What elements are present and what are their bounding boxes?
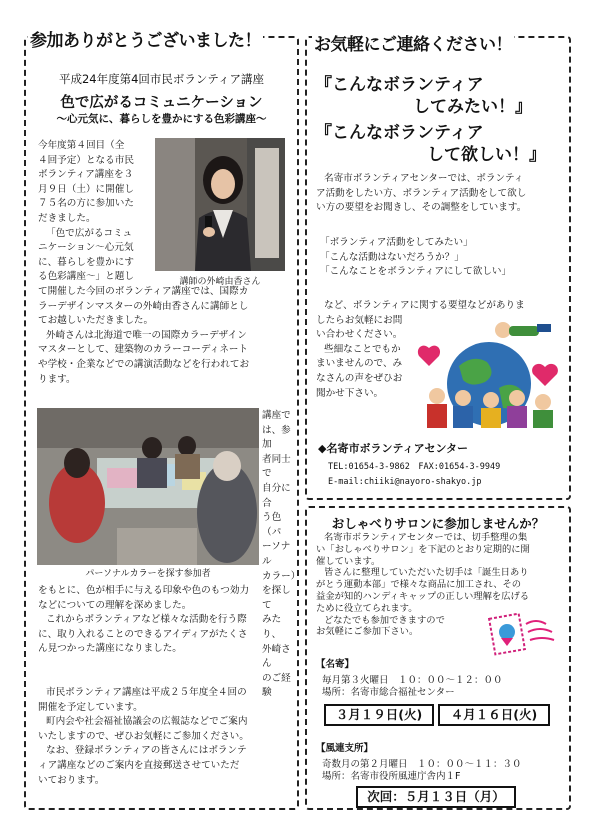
fuuren-label: 【風連支所】	[316, 743, 374, 754]
article-body-3	[38, 584, 288, 657]
text-line: ラーデザインマスターの外崎由香さんに講師とし	[38, 300, 249, 312]
globe-illustration	[413, 318, 565, 428]
article-body-4	[38, 686, 288, 788]
date-badge-1: ３月１９日(火)	[324, 704, 434, 726]
lecturer-image	[155, 138, 285, 271]
participants-photo	[37, 408, 259, 565]
text-line: 些細なことでもか	[324, 343, 401, 355]
text-line: まいませんので、み	[316, 358, 403, 370]
text-line: 今年度第４回目（全	[38, 140, 125, 151]
text-line: など、ボランティアに関する要望などがありま	[324, 300, 525, 311]
text-line: をもとに、色が相手に与える印象や色のもつ効力	[38, 585, 250, 596]
text-line: ボランティア講座を３	[38, 169, 134, 181]
text-line: 自分に合	[262, 482, 291, 509]
text-line: これからボランティアなど様々な活動を行う際	[46, 614, 247, 626]
text-line: ィア講座などのご案内を直接郵送させていただ	[38, 759, 240, 771]
left-title: 参加ありがとうございました！	[28, 26, 263, 51]
slogan-line-1: 『こんなボランティア	[315, 75, 484, 95]
text-line: 益金が知的ハンディキャップの正しい理解を広げる	[316, 590, 530, 602]
slogan-line-2: してみたい！』	[413, 97, 532, 117]
text-line: 講座で	[262, 410, 291, 421]
tel-fax: TEL:01654-3-9862 FAX:01654-3-9949	[328, 462, 501, 472]
text-line: みたり、	[262, 614, 282, 640]
text-line: なお、登録ボランティアの皆さんにはボランテ	[46, 745, 247, 757]
next-date-badge: 次回：５月１３日（月）	[356, 786, 516, 808]
text-line: がとう運動本部」で様々な商品に加工され、その	[316, 579, 522, 591]
text-line: ア活動をしたい方、ボランティア活動をして欲し	[316, 187, 527, 199]
date-badge-2: ４月１６日(火)	[438, 704, 550, 726]
fuuren-schedule: 奇数月の第２月曜日 １０：００～１１：３０	[322, 759, 522, 770]
email-address: E-mail:chiiki@nayoro-shakyo.jp	[328, 477, 482, 487]
text-line: いております。	[38, 774, 105, 786]
lecturer-photo	[155, 138, 285, 271]
left-subheading: ～心元気に、暮らしを豊かにする色彩講座～	[56, 113, 267, 125]
text-line: 皆さんに整理していただいた切手は「誕生日あり	[324, 567, 529, 579]
stamp-illustration	[488, 610, 560, 660]
nayoro-location: 場所：名寄市総合福祉センター	[322, 687, 455, 698]
text-line: 者同士で	[262, 453, 291, 480]
article-body-2	[262, 409, 301, 701]
text-line: ります。	[38, 373, 76, 385]
photo2-caption: パーソナルカラーを探す参加者	[85, 569, 211, 579]
contact-intro	[316, 172, 566, 216]
text-line: 外崎さん	[262, 643, 291, 670]
nayoro-schedule: 毎月第３火曜日 １０：００～１２：００	[322, 675, 503, 686]
fuuren-location: 場所：名寄市役所風連庁舎内１F	[322, 771, 461, 782]
text-line: 催しています。	[316, 555, 381, 567]
nayoro-label: 【名寄】	[316, 659, 355, 670]
text-line: 外崎さんは北海道で唯一の国際カラーデザイン	[46, 329, 247, 341]
text-line: ーソナル	[262, 541, 291, 567]
text-line: 聞かせ下さい。	[316, 387, 384, 399]
article-body-1	[38, 285, 288, 387]
text-line: ７５名の方に参加いた	[38, 198, 134, 210]
text-line: い「おしゃべりサロン」を下記のとおり定期的に開	[316, 543, 530, 555]
child-figure-flying	[495, 322, 551, 338]
salon-title: おしゃべりサロンに参加しませんか？	[331, 516, 545, 531]
slogan-line-4: して欲しい！』	[427, 145, 546, 165]
text-line: 名寄市ボランティアセンターでは、切手整理の集	[324, 532, 528, 543]
quote-line: 「こんな活動はないだろうか？」	[320, 251, 464, 263]
text-line: を探して	[262, 585, 291, 611]
text-line: なさんの声をぜひお	[316, 372, 403, 384]
contact-quotes	[320, 236, 560, 280]
text-line: ために役立てられます。	[316, 602, 418, 614]
text-line: て開催した今回のボランティア講座では、国際カ	[38, 286, 249, 297]
text-line: てお越しいただきました。	[38, 315, 154, 327]
text-line: う色（パ	[262, 512, 282, 538]
text-line: い方の要望をお聞きし、その調整をしています。	[316, 202, 527, 214]
photo1-caption: 講師の外崎由香さん	[179, 277, 261, 287]
text-line: 「色で広がるコミュ	[46, 227, 133, 239]
text-line: ん見つかった講座になりました。	[38, 643, 182, 655]
contact-title: お気軽にご連絡ください！	[312, 30, 514, 55]
text-line: は、参加	[262, 424, 291, 451]
text-line: お気軽にご参加下さい。	[316, 626, 419, 638]
text-line: や学校・企業などでの講演活動などを行われてお	[38, 358, 250, 370]
people-figures	[427, 388, 553, 428]
text-line: 町内会や社会福祉協議会の広報誌などでご案内	[46, 716, 248, 728]
slogan-line-3: 『こんなボランティア	[315, 123, 484, 143]
text-line: だきました。	[38, 212, 96, 224]
text-line: カラー）	[262, 570, 301, 582]
heart-icon	[532, 364, 558, 386]
heart-icon	[418, 346, 440, 366]
participants-image	[37, 408, 259, 565]
text-line: ニケーション～心元気	[38, 242, 134, 254]
quote-line: 「こんなことをボランティアにして欲しい」	[320, 266, 512, 278]
article-intro	[38, 139, 156, 285]
text-line: 月９日（土）に開催し	[38, 183, 134, 195]
text-line: 名寄市ボランティアセンターでは、ボランティ	[324, 173, 524, 184]
text-line: したらお気軽にお問	[316, 314, 403, 326]
left-subtitle: 平成24年度第4回市民ボランティア講座	[58, 72, 265, 86]
text-line: に、暮らしを豊かにす	[38, 256, 134, 268]
text-line: 開催を予定しています。	[38, 701, 143, 713]
text-line: 市民ボランティア講座は平成２５年度全４回の	[46, 687, 247, 698]
text-line: い合わせください。	[316, 329, 403, 341]
left-heading: 色で広がるコミュニケーション	[60, 95, 263, 111]
text-line: のご経験	[262, 672, 291, 699]
text-line: マスターとして、建築物のカラーコーディネート	[38, 344, 249, 356]
text-line: どなたでも参加できますので	[324, 614, 445, 626]
text-line: に、取り入れることのできるアイディアがたくさ	[38, 628, 248, 640]
text-line: ４回予定）となる市民	[38, 154, 134, 166]
quote-line: 「ボランティア活動をしてみたい」	[320, 237, 473, 248]
center-name: ◆名寄市ボランティアセンター	[318, 442, 469, 455]
text-line: る色彩講座～」と題し	[38, 271, 134, 283]
text-line: などについての理解を深めました。	[38, 599, 192, 611]
text-line: いたしますので、ぜひお気軽にご参加ください。	[38, 730, 249, 742]
